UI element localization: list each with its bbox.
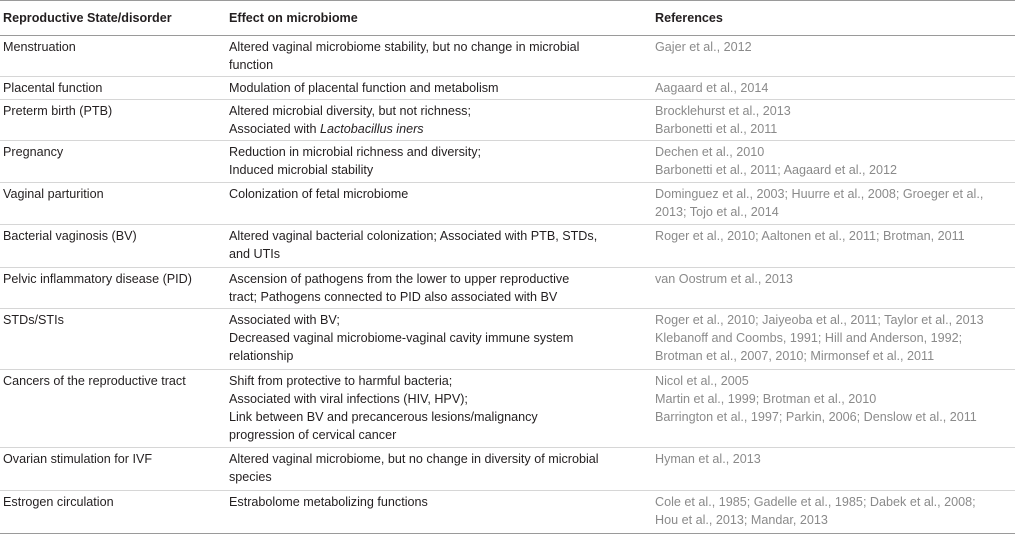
reference-line: Barrington et al., 1997; Parkin, 2006; Denslow et al., 2011 xyxy=(655,410,977,424)
state-cell xyxy=(0,77,229,99)
state-text: Ovarian stimulation for IVF xyxy=(3,452,153,466)
table-row xyxy=(0,77,1015,100)
reference-line: Brotman et al., 2007, 2010; Mirmonsef et al., 2011 xyxy=(655,349,935,363)
effect-cell xyxy=(229,448,655,490)
reference-line: Cole et al., 1985; Gadelle et al., 1985; Dabek et al., 2008; xyxy=(655,495,976,509)
references-cell xyxy=(655,225,1015,267)
reference-line: van Oostrum et al., 2013 xyxy=(655,272,793,286)
effect-line: Modulation of placental function and metabolism xyxy=(229,81,499,95)
references-cell xyxy=(655,100,1015,140)
effect-cell xyxy=(229,77,655,99)
references-cell xyxy=(655,309,1015,369)
state-text: Pregnancy xyxy=(3,145,64,159)
state-text: STDs/STIs xyxy=(3,313,64,327)
effect-line: Induced microbial stability xyxy=(229,163,374,177)
effect-cell xyxy=(229,141,655,182)
references-cell xyxy=(655,183,1015,224)
table-row xyxy=(0,225,1015,268)
table-row xyxy=(0,370,1015,448)
references-cell xyxy=(655,448,1015,490)
reference-line: Roger et al., 2010; Aaltonen et al., 2011; Brotman, 2011 xyxy=(655,229,965,243)
effect-cell xyxy=(229,309,655,369)
effect-cell xyxy=(229,183,655,224)
effect-line: and UTIs xyxy=(229,247,281,261)
state-text: Preterm birth (PTB) xyxy=(3,104,113,118)
state-cell xyxy=(0,370,229,447)
effect-cell xyxy=(229,225,655,267)
table-row xyxy=(0,36,1015,77)
references-cell xyxy=(655,268,1015,308)
reference-line: Nicol et al., 2005 xyxy=(655,374,749,388)
effect-line: Associated with BV; xyxy=(229,313,340,327)
state-cell xyxy=(0,491,229,533)
effect-cell xyxy=(229,100,655,140)
reference-line: Barbonetti et al., 2011 xyxy=(655,122,778,136)
effect-cell xyxy=(229,370,655,447)
header-state: Reproductive State/disorder xyxy=(3,11,172,25)
effect-cell xyxy=(229,491,655,533)
state-cell xyxy=(0,141,229,182)
state-cell xyxy=(0,309,229,369)
table-row xyxy=(0,141,1015,183)
effect-line xyxy=(229,120,647,138)
table-row xyxy=(0,491,1015,534)
state-text: Menstruation xyxy=(3,40,76,54)
references-cell xyxy=(655,370,1015,447)
effect-line: Decreased vaginal microbiome-vaginal cavity immune system xyxy=(229,331,574,345)
state-cell xyxy=(0,268,229,308)
state-cell xyxy=(0,448,229,490)
reference-line: 2013; Tojo et al., 2014 xyxy=(655,205,779,219)
effect-line: function xyxy=(229,58,274,72)
reference-line: Martin et al., 1999; Brotman et al., 2010 xyxy=(655,392,877,406)
effect-prefix: Associated with xyxy=(229,122,320,136)
references-cell xyxy=(655,36,1015,76)
state-cell xyxy=(0,225,229,267)
effect-line: Link between BV and precancerous lesions/malignancy xyxy=(229,410,538,424)
effect-line: progression of cervical cancer xyxy=(229,428,397,442)
effect-line: Associated with viral infections (HIV, HPV); xyxy=(229,392,468,406)
references-cell xyxy=(655,77,1015,99)
effect-line: Colonization of fetal microbiome xyxy=(229,187,409,201)
state-cell xyxy=(0,36,229,76)
state-text: Placental function xyxy=(3,81,103,95)
species-name: Lactobacillus iners xyxy=(320,122,424,136)
effect-line: Ascension of pathogens from the lower to upper reproductive xyxy=(229,272,570,286)
table-row xyxy=(0,309,1015,370)
state-cell xyxy=(0,100,229,140)
state-text: Bacterial vaginosis (BV) xyxy=(3,229,137,243)
reference-line: Dechen et al., 2010 xyxy=(655,145,765,159)
effect-cell xyxy=(229,268,655,308)
table-row xyxy=(0,100,1015,141)
header-effect: Effect on microbiome xyxy=(229,11,358,25)
effect-cell xyxy=(229,36,655,76)
reference-line: Hyman et al., 2013 xyxy=(655,452,761,466)
effect-line: species xyxy=(229,470,272,484)
effect-line: Altered vaginal microbiome stability, but no change in microbial xyxy=(229,40,580,54)
state-text: Pelvic inflammatory disease (PID) xyxy=(3,272,192,286)
table-header xyxy=(0,0,1015,36)
reference-line: Hou et al., 2013; Mandar, 2013 xyxy=(655,513,828,527)
state-cell xyxy=(0,183,229,224)
state-text: Cancers of the reproductive tract xyxy=(3,374,186,388)
effect-line: Altered vaginal microbiome, but no change in diversity of microbial xyxy=(229,452,599,466)
reference-line: Aagaard et al., 2014 xyxy=(655,81,769,95)
effect-line: Altered vaginal bacterial colonization; Associated with PTB, STDs, xyxy=(229,229,598,243)
state-text: Vaginal parturition xyxy=(3,187,104,201)
reference-line: Brocklehurst et al., 2013 xyxy=(655,104,791,118)
effect-line: tract; Pathogens connected to PID also associated with BV xyxy=(229,290,558,304)
references-cell xyxy=(655,491,1015,533)
reference-line: Gajer et al., 2012 xyxy=(655,40,752,54)
effect-line: Shift from protective to harmful bacteria; xyxy=(229,374,453,388)
table-row xyxy=(0,183,1015,225)
references-cell xyxy=(655,141,1015,182)
effect-line: relationship xyxy=(229,349,294,363)
effect-line: Reduction in microbial richness and diversity; xyxy=(229,145,481,159)
table-row xyxy=(0,448,1015,491)
header-references: References xyxy=(655,11,723,25)
reference-line: Barbonetti et al., 2011; Aagaard et al., 2012 xyxy=(655,163,898,177)
state-text: Estrogen circulation xyxy=(3,495,114,509)
reference-line: Klebanoff and Coombs, 1991; Hill and Anderson, 1992; xyxy=(655,331,963,345)
reference-line: Roger et al., 2010; Jaiyeoba et al., 2011; Taylor et al., 2013 xyxy=(655,313,984,327)
table-row xyxy=(0,268,1015,309)
effect-line: Altered microbial diversity, but not richness; xyxy=(229,104,471,118)
effect-line: Estrabolome metabolizing functions xyxy=(229,495,428,509)
reference-line: Dominguez et al., 2003; Huurre et al., 2008; Groeger et al., xyxy=(655,187,984,201)
